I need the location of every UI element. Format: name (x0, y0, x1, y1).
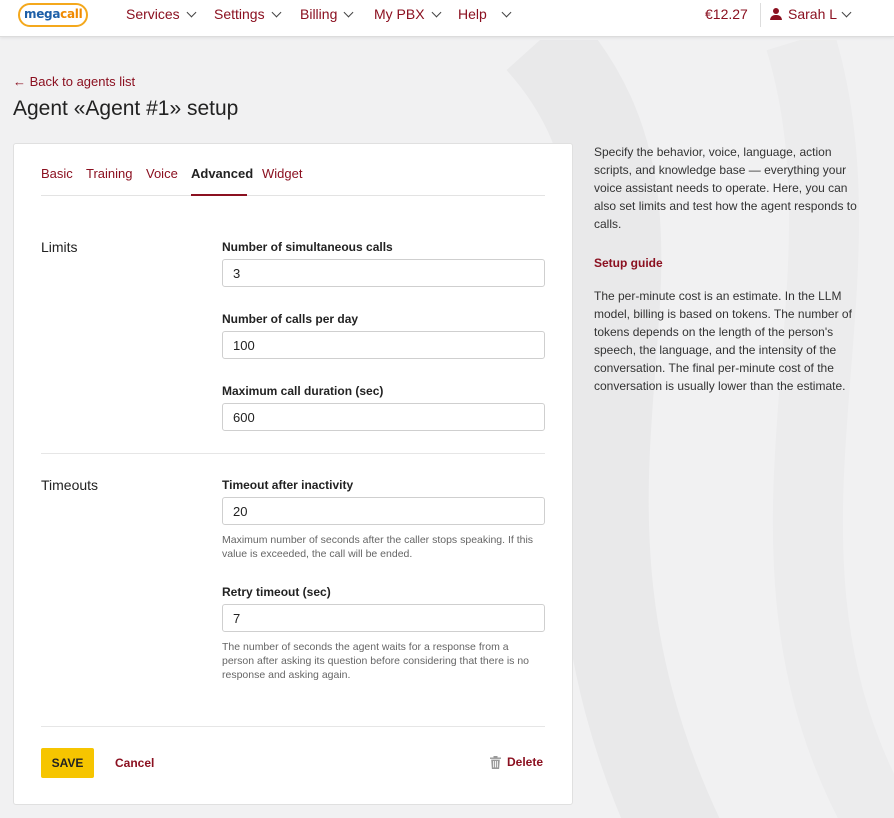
page-title: Agent «Agent #1» setup (13, 97, 239, 120)
logo-text: megacall (24, 7, 83, 21)
chevron-down-icon (271, 7, 281, 17)
inactivity-timeout-hint: Maximum number of seconds after the caller stops speaking. If this value is exceeded, the call will be ended. (222, 534, 534, 560)
cost-estimate-note: The per-minute cost is an estimate. In the LLM model, billing is based on tokens. The number of tokens depends on the length of the person's speech, the language, and the intensity of the conversation. The final per-minute cost of the conversation is usually lower than the estimate. (594, 289, 852, 393)
max-call-duration-input[interactable] (222, 403, 545, 431)
actions-divider (41, 726, 545, 727)
limits-section-title: Limits (41, 239, 78, 255)
megacall-logo[interactable] (18, 3, 90, 27)
user-icon (770, 8, 782, 20)
agent-settings-card (13, 143, 573, 805)
inactivity-timeout-label: Timeout after inactivity (222, 478, 354, 492)
tab-voice[interactable]: Voice (146, 166, 178, 181)
tab-training[interactable]: Training (86, 166, 133, 181)
nav-my-pbx[interactable] (374, 6, 440, 22)
max-call-duration-label: Maximum call duration (sec) (222, 384, 384, 398)
simultaneous-calls-label: Number of simultaneous calls (222, 240, 393, 254)
agent-setup-description: Specify the behavior, voice, language, action scripts, and knowledge base — everything your voice assistant needs to operate. Here, you can also set limits and test how the agent responds to calls. (594, 145, 857, 231)
retry-timeout-label: Retry timeout (sec) (222, 585, 331, 599)
nav-billing[interactable] (300, 6, 352, 22)
user-menu[interactable] (770, 6, 850, 22)
inactivity-timeout-input[interactable] (222, 497, 545, 525)
chevron-down-icon (501, 7, 511, 17)
settings-tabs (41, 166, 545, 196)
active-tab-indicator (191, 194, 247, 196)
chevron-down-icon (344, 7, 354, 17)
nav-billing-label: Billing (300, 6, 338, 22)
header-divider (760, 3, 761, 27)
cancel-button[interactable]: Cancel (115, 756, 155, 770)
top-navigation-bar (0, 0, 894, 37)
retry-timeout-hint: The number of seconds the agent waits for a response from a person after asking its question before considering that there is no response and asking again. (222, 641, 530, 681)
nav-services-label: Services (126, 6, 180, 22)
nav-help[interactable] (458, 6, 510, 22)
chevron-down-icon (842, 7, 852, 17)
trash-icon (490, 756, 501, 769)
back-to-agents-link[interactable]: ← Back to agents list (13, 74, 136, 89)
tab-widget[interactable]: Widget (262, 166, 303, 181)
calls-per-day-label: Number of calls per day (222, 312, 359, 326)
timeouts-section-title: Timeouts (41, 477, 99, 493)
save-button[interactable]: SAVE (41, 748, 94, 778)
nav-settings-label: Settings (214, 6, 265, 22)
delete-label: Delete (507, 755, 544, 769)
retry-timeout-input[interactable] (222, 604, 545, 632)
nav-services[interactable] (126, 6, 195, 22)
section-divider (41, 453, 545, 454)
nav-help-label: Help (458, 6, 487, 22)
tab-basic[interactable]: Basic (41, 166, 73, 181)
delete-button[interactable] (490, 755, 543, 769)
calls-per-day-input[interactable] (222, 331, 545, 359)
user-name: Sarah L (788, 6, 838, 22)
setup-guide-link[interactable]: Setup guide (594, 256, 663, 270)
tab-advanced[interactable]: Advanced (191, 166, 254, 181)
nav-my-pbx-label: My PBX (374, 6, 425, 22)
simultaneous-calls-input[interactable] (222, 259, 545, 287)
nav-settings[interactable] (214, 6, 280, 22)
chevron-down-icon (186, 7, 196, 17)
chevron-down-icon (431, 7, 441, 17)
account-balance[interactable]: €12.27 (705, 6, 748, 22)
